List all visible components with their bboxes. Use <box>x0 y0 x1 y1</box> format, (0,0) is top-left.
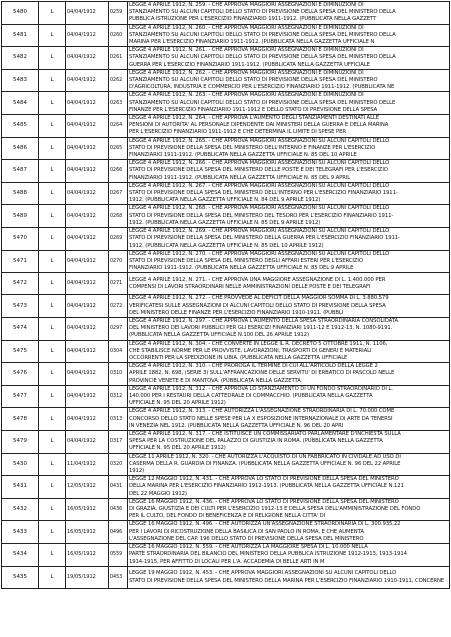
description-line: STANZIAMENTO SU ALCUNI CAPITOLI DELLO STATO DI PREVISIONE DELLA SPESA DEL MINISTERO DELLA <box>129 9 396 16</box>
table-row <box>2 453 450 476</box>
table-row <box>2 47 450 70</box>
act-type-cell: L <box>39 137 66 160</box>
table-row <box>2 115 450 138</box>
act-type-cell: L <box>39 69 66 92</box>
record-number-cell: 5474 <box>2 317 39 340</box>
description-line: LEGGE 4 APRILE 1912, N. 269. - CHE APPROVA MAGGIORI ASSEGNAZIONI SU ALCUNI CAPITOLI DELLO <box>129 228 390 235</box>
description-line: 1912. (PUBBLICATA NELLA GAZZETTA UFFICIALE N. 85 DEL 9 APRILE 1912) <box>129 219 321 226</box>
record-number-cell: 5470 <box>2 228 39 251</box>
table-row <box>2 2 450 25</box>
act-code-cell: 0261 <box>109 47 128 70</box>
description-line: LEGGE 4 APRILE 1912, N. 266. - CHE APPROVA MAGGIORI ASSEGNAZIONI SU ALCUNI CAPITOLI DELLO <box>129 160 390 167</box>
act-code-cell: 0317 <box>109 430 128 453</box>
act-code-cell: 0313 <box>109 408 128 431</box>
description-line: LEGGE 4 APRILE 1912, N. 304. - CHE CONVERTE IN LEGGE IL R. DECRETO 5 OTTOBRE 1911, N. 1106, <box>129 340 388 347</box>
description-line: DI GRAZIA, GIUSTIZIA E DEI CULTI PER L'ESERCIZIO 1912-13 E DELLA SPESA DELL'AMMINISTRAZIONE DEL FONDO <box>129 506 421 512</box>
act-description-cell <box>128 476 450 499</box>
act-code-cell: 0320 <box>109 453 128 476</box>
act-date-cell: 04/04/1912 <box>66 408 109 431</box>
description-line: 1912. (PUBBLICATA NELLA GAZZETTA UFFICIALE N. 84 DEL 9 APRILE 1912) <box>129 197 321 204</box>
act-type-cell: L <box>39 408 66 431</box>
act-code-cell: 0268 <box>109 205 128 228</box>
act-code-cell: 0453 <box>109 567 128 589</box>
record-number-cell: 5471 <box>2 250 39 273</box>
table-row <box>2 205 450 228</box>
description-line: FINANZIARIO 1911-1912. (PUBBLICATA NELLA GAZZETTA UFFICIALE N. 85 DEL 10 APRILE <box>129 152 357 159</box>
table-row <box>2 363 450 386</box>
table-row <box>2 182 450 205</box>
act-code-cell: 0269 <box>109 228 128 251</box>
act-code-cell: 0559 <box>109 544 128 567</box>
act-code-cell: 0263 <box>109 92 128 115</box>
description-line: PENSIONI DI AUTORITA' AL PERSONALE DIPENDENTE DAI MINISTERI DELLA GUERRA E DELLA MARINA <box>129 122 389 129</box>
description-line: LEGGE 16 MAGGIO 1912, N. 496. - CHE AUTORIZZA UN'ASSEGNAZIONE STRAORDINARIA DI L. 300.935,22 <box>129 521 401 528</box>
act-date-cell: 04/04/1912 <box>66 69 109 92</box>
record-number-cell: 5434 <box>2 544 39 567</box>
act-date-cell: 11/04/1912 <box>66 453 109 476</box>
act-code-cell: 0312 <box>109 385 128 408</box>
description-line: IN VENEZIA NEL 1912. (PUBBLICATA NELLA GAZZETTA UFFICIALE N. 96 DEL 20 APRI <box>129 422 344 429</box>
act-code-cell: 0262 <box>109 69 128 92</box>
table-row <box>2 567 450 589</box>
act-type-cell: L <box>39 295 66 318</box>
act-date-cell: 04/04/1912 <box>66 92 109 115</box>
description-line: STATO DI PREVISIONE DELLA SPESA DEL MINISTERO DELLA MARINA PER L'ESERCIZIO FINANZIARIO 1910-1911, CONCERNE <box>129 577 445 584</box>
description-line: LEGGE 4 APRILE 1912, N. 272. - CHE PROVVEDE AL DEFICIT DELLA MAGGIOR SOMMA DI L. 3.880.579 <box>129 295 389 302</box>
description-line: PARTE STRAORDINARIA DEL BILANCIO DEL MINISTERO DELLA PUBBLICA ISTRUZIONE 1912-1913, 1913-1914 <box>129 551 407 558</box>
description-line: PER IL CULTO, DEL FONDO DI BENEFICENZA E DI RELIGIONE NELLA CITTA' DI <box>129 513 326 520</box>
act-description-cell <box>128 24 450 47</box>
description-line: LEGGE 4 APRILE 1912, N. 312. - CHE APPROVA LO STANZIAMENTO DI UN FONDO STRAORDINARIO DI L. <box>129 385 393 392</box>
act-description-cell <box>128 47 450 70</box>
description-line: PER I LAVORI DI RICOSTRUZIONE DELLA BASILICA DI SAN PAOLO IN ROMA, E CHE AUMENTA <box>129 528 364 535</box>
description-line: L'ASSEGNAZIONE DEL CAP. 196 DELLO STATO DI PREVISIONE DELLA SPESA DEL MINISTERO <box>129 535 364 542</box>
act-code-cell: 0310 <box>109 363 128 386</box>
record-number-cell: 5478 <box>2 408 39 431</box>
description-line: APRILE 1882, N. 698, (SERIE 3) SULL'AFFRANCAZIONE DELLE SERVITU' DI ERBATICO DI PASCOLO NELLE <box>129 370 395 377</box>
description-line: LEGGE 4 APRILE 1912, N. 259. - CHE APPROVA MAGGIORI ASSEGNAZIONI E DIMINUZIONI DI <box>129 2 364 8</box>
table-row <box>2 521 450 544</box>
record-number-cell: 5435 <box>2 567 39 589</box>
record-number-cell: 5483 <box>2 69 39 92</box>
description-line: STATO DI PREVISIONE DELLA SPESA DEL MINISTERO DEL TESORO PER L'ESERCIZIO FINANZIARIO 1911- <box>129 212 394 219</box>
record-number-cell: 5482 <box>2 47 39 70</box>
record-number-cell: 5485 <box>2 115 39 138</box>
description-line: LEGGE 16 MAGGIO 1912, N. 559. - CHE AUTORIZZA LA MAGGIORE SPESA DI L. 10.000 NELLA <box>129 544 368 551</box>
table-row <box>2 498 450 521</box>
description-line: LEGGE 4 APRILE 1912, N. 270. - CHE APPROVA MAGGIORI ASSEGNAZIONI SU ALCUNI CAPITOLI DELLO <box>129 250 390 257</box>
description-line: PUBBLICA ISTRUZIONE PER L'ESERCIZIO FINANZIARIO 1911-1912. (PUBBLICATA NELLA GAZZETT <box>129 16 377 23</box>
act-code-cell: 0496 <box>109 521 128 544</box>
act-type-cell: L <box>39 363 66 386</box>
act-date-cell: 04/04/1912 <box>66 47 109 70</box>
act-type-cell: L <box>39 2 66 25</box>
table-row <box>2 340 450 363</box>
table-row <box>2 137 450 160</box>
description-line: LEGGE 4 APRILE 1912, N. 313. - CHE AUTORIZZA L'ASSEGNAZIONE STRAORDINARIA DI L. 70.000 COME <box>129 408 395 415</box>
description-line: FINANZIARIO 1911-1912. (PUBBLICATA NELLA GAZZETTA UFFICIALE N. 85 DEL 9 APRIL <box>129 174 351 181</box>
description-line: STATO DI PREVISIONE DELLA SPESA DEL MINISTERO DELLE POSTE E DEI TELEGRAFI PER L'ESERCIZIO <box>129 167 388 174</box>
record-number-cell: 5473 <box>2 295 39 318</box>
register-body <box>2 2 450 589</box>
act-description-cell <box>128 137 450 160</box>
description-line: FINANZE PER L'ESERCIZIO FINANZIARIO 1911-1912 E DELLO STATO DI PREVISIONE DELLA SPESA <box>129 106 378 113</box>
description-line: D'AGRICOLTURA, INDUSTRIA E COMMERCIO PER L'ESERCIZIO FINANZIARIO 1911-1912. (PUBBLICATA NE <box>129 84 395 91</box>
description-line: CONCORSO DELLO STATO NELLE SPESE PER LA X ESPOSIZIONE INTERNAZIONALE DI ARTE DA TENERSI <box>129 415 393 422</box>
description-line: 1912. (PUBBLICATA NELLA GAZZETTA UFFICIALE N. 85 DEL 10 APRILE 1912) <box>129 242 324 249</box>
act-type-cell: L <box>39 205 66 228</box>
act-type-cell: L <box>39 521 66 544</box>
act-description-cell <box>128 363 450 386</box>
description-line: COMPENSI DI LAVORI STRAORDINARI NELLE AMMINISTRAZIONI DELLE POSTE E DEI TELEGRAFI <box>129 283 371 290</box>
table-row <box>2 228 450 251</box>
description-line: (PUBBLICATA NELLA GAZZETTA UFFICIALE N.100 DEL 26 APRILE 1912) <box>129 332 309 339</box>
table-row <box>2 385 450 408</box>
act-type-cell: L <box>39 430 66 453</box>
act-code-cell: 0272 <box>109 295 128 318</box>
description-line: LEGGE 16 MAGGIO 1912, N. 436. - CHE APPROVA LO STATO DI PREVISIONE DELLA SPESA DEL MINISTERO <box>129 498 399 505</box>
act-description-cell <box>128 250 450 273</box>
record-number-cell: 5479 <box>2 430 39 453</box>
act-date-cell: 16/05/1912 <box>66 521 109 544</box>
act-date-cell: 04/04/1912 <box>66 317 109 340</box>
act-description-cell <box>128 160 450 183</box>
description-line: LEGGE 4 APRILE 1912, N. 263. - CHE APPROVA MAGGIORI ASSEGNAZIONI E DIMINUZIONI DI <box>129 92 364 99</box>
act-description-cell <box>128 273 450 295</box>
act-code-cell: 0271 <box>109 273 128 295</box>
act-type-cell: L <box>39 567 66 589</box>
act-date-cell: 04/04/1912 <box>66 250 109 273</box>
act-description-cell <box>128 317 450 340</box>
act-description-cell <box>128 2 450 25</box>
record-number-cell: 5486 <box>2 137 39 160</box>
act-description-cell <box>128 340 450 363</box>
record-number-cell: 5475 <box>2 340 39 363</box>
table-row <box>2 430 450 453</box>
act-type-cell: L <box>39 453 66 476</box>
description-line: UFFICIALE N. 95 DEL 20 APRILE 1912) <box>129 445 226 452</box>
act-description-cell <box>128 567 450 589</box>
table-row <box>2 92 450 115</box>
act-date-cell: 04/04/1912 <box>66 205 109 228</box>
description-line: LEGGE 4 APRILE 1912, N. 265. - CHE APPROVA MAGGIORI ASSEGNAZIONI SU ALCUNI CAPITOLI DELLO <box>129 137 390 144</box>
act-description-cell <box>128 205 450 228</box>
record-number-cell: 5433 <box>2 521 39 544</box>
record-number-cell: 5488 <box>2 182 39 205</box>
description-line: LEGGE 4 APRILE 1912, N. 267. - CHE APPROVA MAGGIORI ASSEGNAZIONI SU ALCUNI CAPITOLI DELLO <box>129 182 390 189</box>
act-date-cell: 16/05/1912 <box>66 544 109 567</box>
description-line: STATO DI PREVISIONE DELLA SPESA DEL MINISTERO DELL'INTERNO PER L'ESERCIZIO FINANZIARIO 1911- <box>129 190 398 197</box>
act-date-cell: 04/04/1912 <box>66 295 109 318</box>
description-line: STATO DI PREVISIONE DELLA SPESA DEL MINISTERO DEGLI AFFARI ESTERI PER L'ESERCIZIO <box>129 257 363 264</box>
description-line: DELLA MARINA PER L'ESERCIZIO FINANZIARIO 1912-1913. (PUBBLICATA NELLA GAZZETTA UFFICIALE N.121 <box>129 483 404 490</box>
description-line: VERIFICATESI SULLE ASSEGNAZIONI DI ALCUNI CAPITOLI DELLO STATO DI PREVISIONE DELLA SPESA <box>129 302 386 309</box>
act-date-cell: 16/05/1912 <box>66 498 109 521</box>
description-line: 140.000 PER I RESTAURI DELLA CATTEDRALE DI COMMACCHIO. (PUBBLICATA NELLA GAZZETTA <box>129 392 373 399</box>
act-date-cell: 04/04/1912 <box>66 182 109 205</box>
act-description-cell <box>128 430 450 453</box>
act-type-cell: L <box>39 47 66 70</box>
description-line: LEGGE 4 APRILE 1912, N. 310. - CHE PROROGA IL TERMINE DI CUI ALL'ARTICOLO DELLA LEGGE 2 <box>129 363 378 370</box>
description-line: MARINA PER L'ESERCIZIO FINANZIARIO 1911-1912. (PUBBLICATA NELLA GAZZETTA UFFICIALE N <box>129 39 375 46</box>
description-line: DEL MINISTERO DELLE FINANZE PER L'ESERCIZIO FINANZIARIO 1910-1911. (PUBBLI <box>129 309 344 316</box>
act-code-cell: 0266 <box>109 160 128 183</box>
record-number-cell: 5430 <box>2 453 39 476</box>
act-type-cell: L <box>39 544 66 567</box>
act-description-cell <box>128 69 450 92</box>
description-line: CASERMA DELLA R. GUARDIA DI FINANZA. (PUBBLICATA NELLA GAZZETTA UFFICIALE N. 96 DEL 22 APRILE <box>129 460 401 467</box>
description-line: DEL MINISTERO DEI LAVORI PUBBLICI PER GLI ESERCIZI FINANZIARI 1911-12 E 1912-13, N. 1080-9191. <box>129 325 393 332</box>
description-line: PROVINCIE VENETE E DI MANTOVA. (PUBBLICATA NELLA GAZZETTA <box>129 377 301 384</box>
table-row <box>2 273 450 295</box>
description-line: 1912) <box>129 467 145 474</box>
act-description-cell <box>128 115 450 138</box>
act-date-cell: 04/04/1912 <box>66 137 109 160</box>
act-code-cell: 0264 <box>109 115 128 138</box>
record-number-cell: 5432 <box>2 498 39 521</box>
act-date-cell: 04/04/1912 <box>66 115 109 138</box>
description-line: LEGGE 4 APRILE 1912, N. 317. - CHE ISTITUISCE UN COMMISSARIATO PARLAMENTARE D'INCHIESTA SULLA <box>129 430 401 437</box>
table-row <box>2 544 450 567</box>
act-date-cell: 04/04/1912 <box>66 160 109 183</box>
description-line: LEGGE 4 APRILE 1912, N. 297. - CHE APPROVA L'AUMENTO DELLA SPESA STRAORDINARIA CONSOLIDATA <box>129 317 398 324</box>
description-line: GUERRA PER L'ESERCIZIO FINANZIARIO 1911-1912. (PUBBLICATA NELLA GAZZETTA UFFICIALE <box>129 61 370 68</box>
act-code-cell: 0304 <box>109 340 128 363</box>
description-line: STANZIAMENTO SU ALCUNI CAPITOLI DELLO STATO DI PREVISIONE DELLA SPESA DEL MINISTERO <box>129 77 378 84</box>
description-line: PER L'ESERCIZIO FINANZIARIO 1911-1912 E CHE DETERMINA IL LIMITE DI SPESE PER <box>129 129 346 136</box>
act-description-cell <box>128 295 450 318</box>
table-row <box>2 160 450 183</box>
description-line: LEGGE 11 APRILE 1912, N. 320. - CHE AUTORIZZA L'ACQUISTO DI UN FABBRICATO IN CIVIDALE AD USO DI <box>129 453 401 460</box>
record-number-cell: 5472 <box>2 273 39 295</box>
description-line: STANZIAMENTO SU ALCUNI CAPITOLI DELLO STATO DI PREVISIONE DELLA SPESA DEL MINISTERO DELLA <box>129 31 396 38</box>
description-line: STANZIAMENTO SU ALCUNI CAPITOLI DELLO STATO DI PREVISIONE DELLA SPESA DEL MINISTERO DELLA <box>129 54 396 61</box>
description-line: LEGGE 19 MAGGIO 1912, N. 453. - CHE APPROVA MAGGIORI ASSEGNAZIONI SU ALCUNI CAPITOLI DELLO <box>129 570 397 577</box>
record-number-cell: 5489 <box>2 205 39 228</box>
act-type-cell: L <box>39 250 66 273</box>
act-description-cell <box>128 92 450 115</box>
act-type-cell: L <box>39 317 66 340</box>
act-description-cell <box>128 453 450 476</box>
table-row <box>2 476 450 499</box>
act-date-cell: 12/05/1912 <box>66 476 109 499</box>
record-number-cell: 5484 <box>2 92 39 115</box>
act-date-cell: 04/04/1912 <box>66 430 109 453</box>
act-type-cell: L <box>39 24 66 47</box>
description-line: LEGGE 4 APRILE 1912, N. 271. - CHE APPROVA UNA MAGGIORE ASSEGNAZIONE DI L. 1.400.000 PER <box>129 276 386 283</box>
act-description-cell <box>128 385 450 408</box>
table-row <box>2 24 450 47</box>
description-line: STATO DI PREVISIONE DELLA SPESA DEL MINISTERO DELLA GUERRA PER L'ESERCIZIO FINANZIARIO 1911- <box>129 235 400 242</box>
description-line: LEGGE 4 APRILE 1912, N. 262. - CHE APPROVA MAGGIORI ASSEGNAZIONI E DIMINUZIONI DI <box>129 69 364 76</box>
record-number-cell: 5477 <box>2 385 39 408</box>
description-line: SPESA PER LA COSTRUZIONE DEL PALAZZO DI GIUSTIZIA IN ROMA. (PUBBLICATA NELLA GAZZETTA <box>129 438 383 445</box>
act-code-cell: 0260 <box>109 24 128 47</box>
act-description-cell <box>128 228 450 251</box>
act-date-cell: 04/04/1912 <box>66 2 109 25</box>
act-description-cell <box>128 182 450 205</box>
act-type-cell: L <box>39 182 66 205</box>
description-line: CHE STABILISCE NORME PER LE PROVVISTE, LAVORAZIONI, TRASPORTI DI GENERI E MATERIALI <box>129 347 372 354</box>
description-line: LEGGE 12 MAGGIO 1912, N. 431. - CHE APPROVA LO STATO DI PREVISIONE DELLA SPESA DEL MINISTERO <box>129 476 399 483</box>
act-type-cell: L <box>39 273 66 295</box>
description-line: DEL 22 MAGGIO 1912) <box>129 490 187 497</box>
description-line: LEGGE 4 APRILE 1912, N. 261. - CHE APPROVA MAGGIORI ASSEGNAZIONI E DIMINUZIONI DI <box>129 47 364 54</box>
description-line: FINANZIARIO 1911-1912. (PUBBLICATA NELLA GAZZETTA UFFICIALE N. 85 DEL 9 APRILE <box>129 265 354 272</box>
act-description-cell <box>128 408 450 431</box>
description-line: LEGGE 4 APRILE 1912, N. 264. - CHE APPROVA L'AUMENTO DEGLI STANZIAMENTI DESTINATI ALLE <box>129 115 380 122</box>
table-row <box>2 317 450 340</box>
act-code-cell: 0265 <box>109 137 128 160</box>
act-description-cell <box>128 521 450 544</box>
act-code-cell: 0297 <box>109 317 128 340</box>
act-type-cell: L <box>39 115 66 138</box>
act-date-cell: 04/04/1912 <box>66 273 109 295</box>
act-date-cell: 04/04/1912 <box>66 228 109 251</box>
act-description-cell <box>128 544 450 567</box>
description-line: LEGGE 4 APRILE 1912, N. 268. - CHE APPROVA MAGGIORI ASSEGNAZIONI SU ALCUNI CAPITOLI DELLO <box>129 205 390 212</box>
act-type-cell: L <box>39 92 66 115</box>
act-code-cell: 0436 <box>109 498 128 521</box>
description-line: LEGGE 4 APRILE 1912, N. 260. - CHE APPROVA MAGGIORI ASSEGNAZIONI E DIMINUZIONI DI <box>129 24 364 31</box>
description-line: 1914-1915, PER AFFITTO DI LOCALI PER L'A. ACCADEMIA DI BELLE ARTI IN M <box>129 558 325 565</box>
act-description-cell <box>128 498 450 521</box>
table-row <box>2 408 450 431</box>
act-type-cell: L <box>39 385 66 408</box>
table-row <box>2 295 450 318</box>
act-code-cell: 0431 <box>109 476 128 499</box>
act-date-cell: 04/04/1912 <box>66 385 109 408</box>
record-number-cell: 5476 <box>2 363 39 386</box>
act-code-cell: 0267 <box>109 182 128 205</box>
record-number-cell: 5481 <box>2 24 39 47</box>
act-type-cell: L <box>39 476 66 499</box>
description-line: STATO DI PREVISIONE DELLA SPESA DEL MINISTERO DELL'INTERNO E FINANZE PER L'ESERCIZIO <box>129 144 376 151</box>
table-row <box>2 69 450 92</box>
act-code-cell: 0270 <box>109 250 128 273</box>
act-type-cell: L <box>39 160 66 183</box>
act-date-cell: 04/04/1912 <box>66 340 109 363</box>
record-number-cell: 5431 <box>2 476 39 499</box>
act-date-cell: 04/04/1912 <box>66 363 109 386</box>
description-line: STANZIAMENTO SU ALCUNI CAPITOLI DELLO STATO DI PREVISIONE DELLA SPESA DEL MINISTERO DELLE <box>129 99 396 106</box>
act-code-cell: 0259 <box>109 2 128 25</box>
act-type-cell: L <box>39 498 66 521</box>
description-line: UFFICIALE N. 95 DEL 20 APRILE 1912) <box>129 400 226 407</box>
legislation-register-table <box>1 1 450 589</box>
description-line: OCCORRENTI PER LA SPEDIZIONE IN LIBIA. (PUBBLICATA NELLA GAZZETTA UFFICIALE <box>129 354 348 361</box>
act-type-cell: L <box>39 228 66 251</box>
record-number-cell: 5480 <box>2 2 39 25</box>
act-type-cell: L <box>39 340 66 363</box>
table-row <box>2 250 450 273</box>
act-date-cell: 19/05/1912 <box>66 567 109 589</box>
act-date-cell: 04/04/1912 <box>66 24 109 47</box>
record-number-cell: 5487 <box>2 160 39 183</box>
